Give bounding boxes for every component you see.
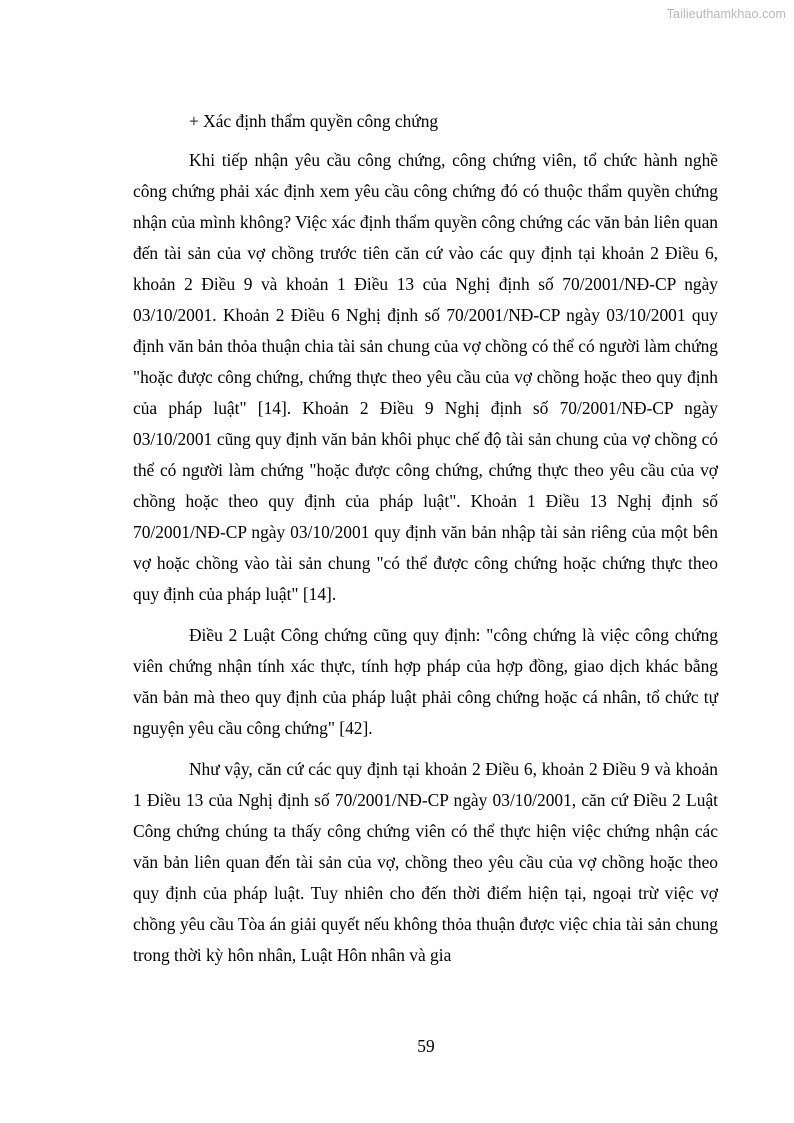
paragraph-3: Như vậy, căn cứ các quy định tại khoản 2 Điều 6, khoản 2 Điều 9 và khoản 1 Điều 13 của Nghị định số 70/2001/NĐ-CP ngày 03/10/2001, căn cứ Điều 2 Luật Công chứng chúng ta thấy công chứng viên có thể thực hiện việc chứng nhận các văn bản liên quan đến tài sản của vợ, chồng theo yêu cầu của vợ chồng hoặc theo quy định của pháp luật. Tuy nhiên cho đến thời điểm hiện tại, ngoại trừ việc vợ chồng yêu cầu Tòa án giải quyết nếu không thỏa thuận được việc chia tài sản chung trong thời kỳ hôn nhân, Luật Hôn nhân và gia: [133, 759, 718, 965]
page-number: 59: [417, 1036, 435, 1056]
section-heading: + Xác định thẩm quyền công chứng: [189, 111, 439, 131]
watermark-text: Tailieuthamkhao.com: [666, 7, 786, 21]
paragraph-1: Khi tiếp nhận yêu cầu công chứng, công chứng viên, tổ chức hành nghề công chứng phải xác định xem yêu cầu công chứng đó có thuộc thẩm quyền chứng nhận của mình không? Việc xác định thẩm quyền công chứng các văn bản liên quan đến tài sản của vợ chồng trước tiên căn cứ vào các quy định tại khoản 2 Điều 6, khoản 2 Điều 9 và khoản 1 Điều 13 của Nghị định số 70/2001/NĐ-CP ngày 03/10/2001. Khoản 2 Điều 6 Nghị định số 70/2001/NĐ-CP ngày 03/10/2001 quy định văn bản thỏa thuận chia tài sản chung của vợ chồng có thể có người làm chứng "hoặc được công chứng, chứng thực theo yêu cầu của vợ chồng hoặc theo quy định của pháp luật" [14]. Khoản 2 Điều 9 Nghị định số 70/2001/NĐ-CP ngày 03/10/2001 cũng quy định văn bản khôi phục chế độ tài sản chung của vợ chồng có thể có người làm chứng "hoặc được công chứng, chứng thực theo yêu cầu của vợ chồng hoặc theo quy định của pháp luật". Khoản 1 Điều 13 Nghị định số 70/2001/NĐ-CP ngày 03/10/2001 quy định văn bản nhập tài sản riêng của một bên vợ hoặc chồng vào tài sản chung "có thể được công chứng hoặc chứng thực theo quy định của pháp luật" [14].: [133, 150, 718, 604]
paragraph-2: Điều 2 Luật Công chứng cũng quy định: "công chứng là việc công chứng viên chứng nhận tính xác thực, tính hợp pháp của hợp đồng, giao dịch khác bằng văn bản mà theo quy định của pháp luật phải công chứng hoặc cá nhân, tổ chức tự nguyện yêu cầu công chứng" [42].: [133, 625, 718, 738]
document-body: [133, 106, 718, 981]
